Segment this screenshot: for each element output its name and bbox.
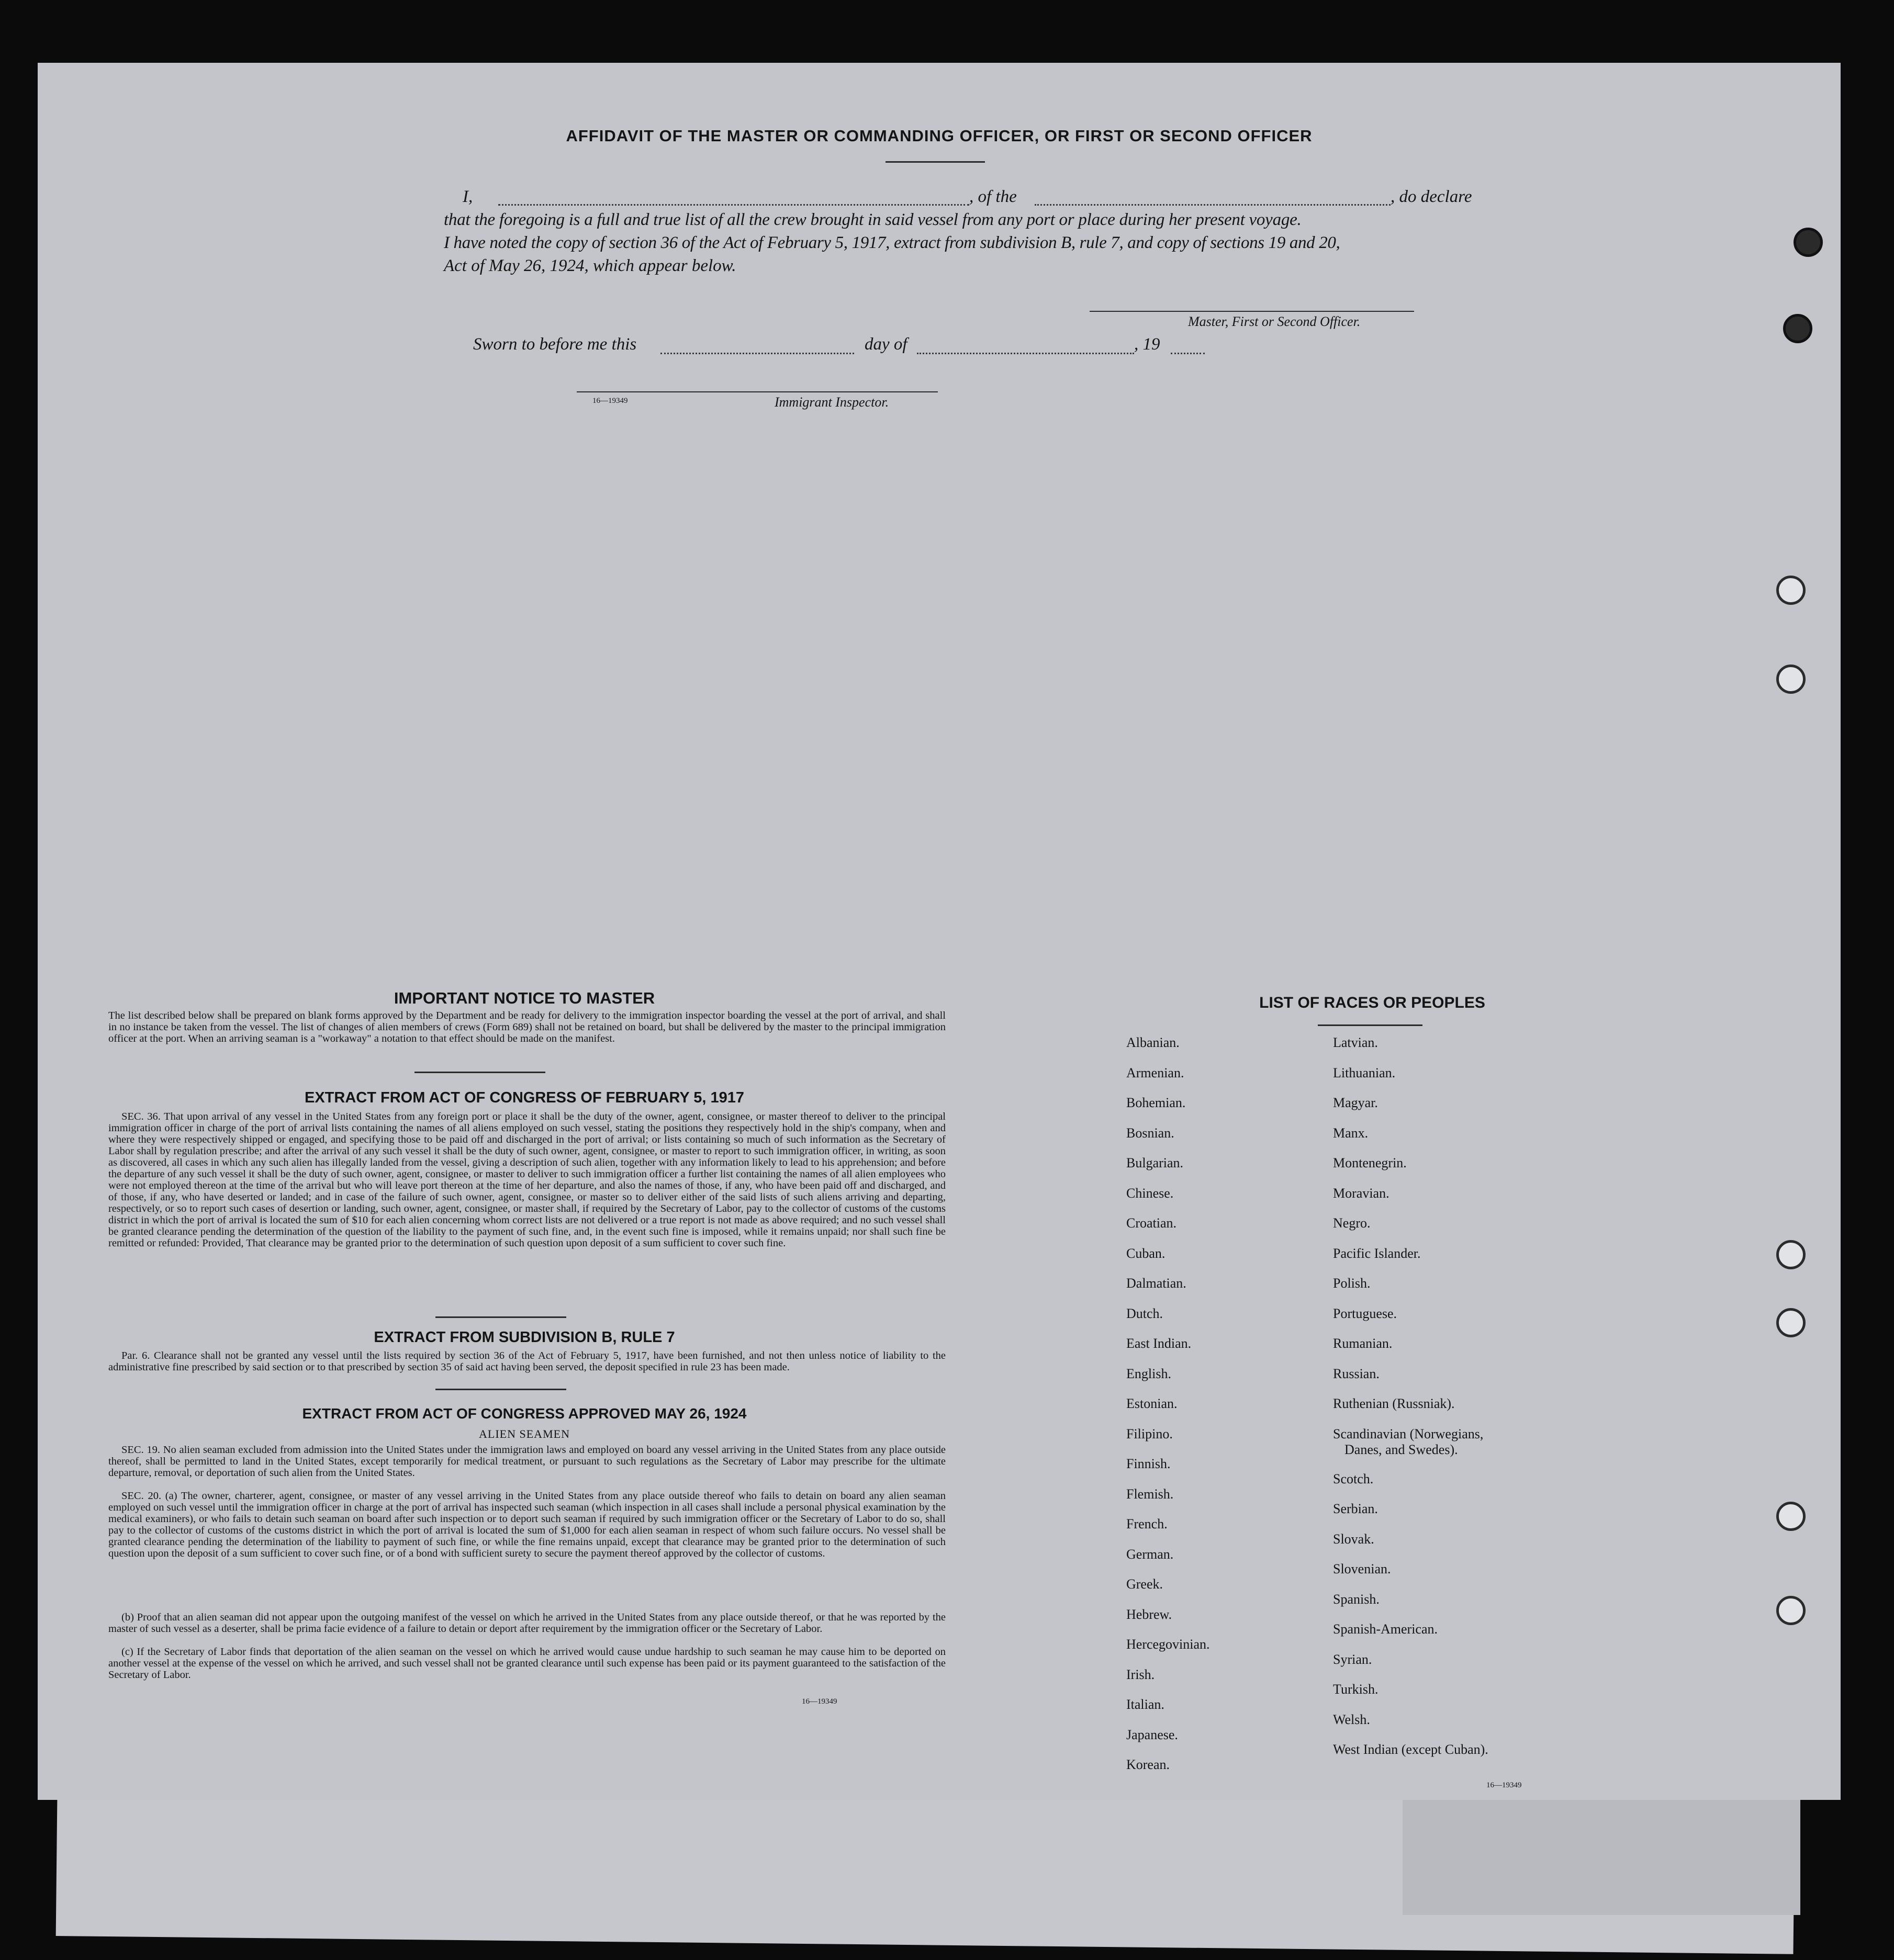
section-divider <box>435 1389 566 1390</box>
race-item: Finnish. <box>1126 1456 1171 1471</box>
signature-line[interactable] <box>1090 311 1414 312</box>
race-item-label: Scandinavian (Norwegians, <box>1333 1426 1484 1441</box>
race-item: Italian. <box>1126 1697 1164 1712</box>
race-item: Russian. <box>1333 1366 1380 1381</box>
race-item: Negro. <box>1333 1215 1371 1231</box>
race-item: Slovak. <box>1333 1531 1374 1547</box>
punch-hole <box>1776 1596 1806 1625</box>
document-page <box>38 63 1841 1800</box>
extract-1924-title: EXTRACT FROM ACT OF CONGRESS APPROVED MAY 26, 1924 <box>302 1405 747 1422</box>
race-item: West Indian (except Cuban). <box>1333 1742 1488 1757</box>
race-item: Hebrew. <box>1126 1606 1172 1622</box>
race-item: Serbian. <box>1333 1501 1378 1516</box>
race-item: Croatian. <box>1126 1215 1177 1231</box>
inspector-signature-line[interactable] <box>577 391 938 392</box>
affidavit-statement-line: Act of May 26, 1924, which appear below. <box>444 256 736 275</box>
race-item: Japanese. <box>1126 1727 1178 1742</box>
race-item: Turkish. <box>1333 1682 1379 1697</box>
race-item: Rumanian. <box>1333 1336 1393 1351</box>
race-item: Ruthenian (Russniak). <box>1333 1396 1455 1411</box>
races-divider <box>1318 1024 1422 1026</box>
inspector-caption: Immigrant Inspector. <box>775 395 889 410</box>
sworn-year-label: , 19 <box>1134 335 1160 354</box>
races-left-column <box>1126 1035 1210 1787</box>
race-item: Scotch. <box>1333 1471 1374 1486</box>
race-item: Filipino. <box>1126 1426 1173 1441</box>
notice-text: The list described below shall be prepared on blank forms approved by the Department and be ready for delivery to the immigration inspector boarding the vessel at the port of arrival, and shall in no instance be taken from the vessel. The list of changes of alien members of crews (Form 689) shall not be retained on board, but shall be delivered by the master to the principal immigration officer at the port. When an arriving seaman is a "workaway" a notation to that effect should be made on the manifest. <box>108 1010 949 1044</box>
form-number: 16—19349 <box>1486 1781 1522 1789</box>
punch-hole <box>1776 1240 1806 1269</box>
race-item: German. <box>1126 1546 1174 1562</box>
race-item: Flemish. <box>1126 1486 1174 1502</box>
race-item: Montenegrin. <box>1333 1155 1407 1170</box>
master-signature-caption: Master, First or Second Officer. <box>1188 314 1361 329</box>
race-item: Moravian. <box>1333 1185 1389 1201</box>
race-item: Pacific Islander. <box>1333 1245 1421 1261</box>
section-divider <box>435 1316 566 1318</box>
extract-1917-text: SEC. 36. That upon arrival of any vessel in the United States from any foreign port or place it shall be the duty of the owner, agent, consignee, or master thereof to deliver to the principal immigration officer in charge of the port of arrival lists containing the names of all aliens employed on such vessel, stating the positions they respectively hold in the ship's company, when and where they were respectively shipped or engaged, and specifying those to be paid off and discharged in the port of arrival; or lists containing so much of such information as the Secretary of Labor shall by regulation prescribe; and after the arrival of any such vessel it shall be the duty of such owner, agent, consignee, or master to report to such immigration officer, in writing, as soon as discovered, all cases in which any such alien has illegally landed from the vessel, giving a description of such alien, together with any information likely to lead to his apprehension; and before the departure of any such vessel it shall be the duty of such owner, agent, consignee, or master to deliver to such immigration officer a further list containing the names of all alien employees who were not employed thereon at the time of the arrival but who will leave port thereon at the time of her departure, and also the names of those, if any, who have been paid off and discharged, and of those, if any, who have deserted or landed; and in case of the failure of such owner, agent, consignee, or master so to deliver either of the said lists of such aliens arriving and departing, respectively, or so to report such cases of desertion or landing, such owner, agent, consignee, or master shall, if required by the Secretary of Labor, pay to the collector of customs of the customs district in which the port of arrival is located the sum of $10 for each alien concerning whom correct lists are not delivered or a true report is not made as above required; and no such vessel shall be granted clearance pending the determination of the question of the liability to the payment of such fine, and, in the event such fine is imposed, while it remains unpaid; nor shall such fine be remitted or refunded: Provided, That clearance may be granted prior to the determination of such question upon deposit of a sum sufficient to cover such fine. <box>108 1111 949 1249</box>
race-item-continuation: Danes, and Swedes). <box>1344 1441 1458 1457</box>
race-item <box>1333 1426 1488 1471</box>
affidavit-declare-label: , do declare <box>1391 187 1472 206</box>
race-item: Bosnian. <box>1126 1125 1174 1141</box>
sworn-day-field[interactable] <box>660 353 854 354</box>
form-number: 16—19349 <box>802 1697 837 1706</box>
form-number: 16—19349 <box>592 397 628 405</box>
race-item: Chinese. <box>1126 1185 1174 1201</box>
extract-rule7-text: Par. 6. Clearance shall not be granted any vessel until the lists required by section 36 of the Act of February 5, 1917, have been furnished, and not then unless notice of liability to the administrative fine prescribed by said section or to that prescribed by section 35 of said act having been served, the deposit specified in rule 23 has been made. <box>108 1350 949 1373</box>
punch-hole <box>1794 228 1823 257</box>
race-item: Greek. <box>1126 1576 1163 1592</box>
race-item: Portuguese. <box>1333 1305 1397 1321</box>
sworn-day-of-label: day of <box>865 335 907 354</box>
alien-seamen-subtitle: ALIEN SEAMEN <box>479 1427 570 1440</box>
race-item: Latvian. <box>1333 1035 1378 1050</box>
race-item: Spanish-American. <box>1333 1621 1438 1637</box>
race-item: French. <box>1126 1516 1168 1531</box>
race-item: Albanian. <box>1126 1035 1180 1050</box>
race-item: Dalmatian. <box>1126 1276 1186 1291</box>
race-item: Cuban. <box>1126 1245 1165 1261</box>
extract-1917-title: EXTRACT FROM ACT OF CONGRESS OF FEBRUARY 5, 1917 <box>304 1089 745 1106</box>
race-item: Korean. <box>1126 1757 1170 1772</box>
affidavit-vessel-label: , of the <box>969 187 1017 206</box>
race-item: East Indian. <box>1126 1336 1192 1351</box>
race-item: Estonian. <box>1126 1396 1178 1411</box>
race-item: Polish. <box>1333 1276 1371 1291</box>
punch-hole <box>1776 576 1806 605</box>
sec19-text: SEC. 19. No alien seaman excluded from admission into the United States under the immigration laws and employed on board any vessel arriving in the United States from any place outside thereof, shall be permitted to land in the United States, except temporarily for medical treatment, or pursuant to such regulations as the Secretary of Labor may prescribe for the ultimate departure, removal, or deportation of such alien from the United States. <box>108 1444 949 1479</box>
race-item: Spanish. <box>1333 1591 1380 1607</box>
notice-title: IMPORTANT NOTICE TO MASTER <box>394 989 655 1007</box>
race-item: Irish. <box>1126 1666 1155 1682</box>
extract-rule7-title: EXTRACT FROM SUBDIVISION B, RULE 7 <box>374 1329 675 1346</box>
affidavit-statement-line: I have noted the copy of section 36 of the Act of February 5, 1917, extract from subdivision B, rule 7, and copy of sections 19 and 20, <box>444 233 1340 252</box>
affidavit-declarant-label: I, <box>463 187 473 206</box>
sworn-label: Sworn to before me this <box>473 335 637 354</box>
sec20c-text: (c) If the Secretary of Labor finds that deportation of the alien seaman on the vessel on which he arrived would cause undue hardship to such seaman he may cause him to be deported on another vessel at the expense of the vessel on which he arrived, and such vessel shall not be granted clearance until such expense has been paid or its payment guaranteed to the satisfaction of the Secretary of Labor. <box>108 1646 949 1681</box>
race-item: Magyar. <box>1333 1095 1378 1110</box>
race-item: Hercegovinian. <box>1126 1637 1210 1652</box>
race-item: Dutch. <box>1126 1305 1163 1321</box>
affidavit-title: AFFIDAVIT OF THE MASTER OR COMMANDING OFFICER, OR FIRST OR SECOND OFFICER <box>566 127 1313 145</box>
declarant-name-field[interactable] <box>498 204 969 206</box>
race-item: English. <box>1126 1366 1171 1381</box>
races-right-column <box>1333 1035 1488 1772</box>
title-divider <box>886 161 985 163</box>
affidavit-statement-line: that the foregoing is a full and true list of all the crew brought in said vessel from any port or place during her present voyage. <box>444 210 1302 229</box>
vessel-name-field[interactable] <box>1035 204 1391 206</box>
punch-hole <box>1783 314 1812 343</box>
race-item: Lithuanian. <box>1333 1065 1396 1080</box>
race-item: Syrian. <box>1333 1651 1372 1667</box>
punch-hole <box>1776 664 1806 694</box>
section-divider <box>414 1072 545 1073</box>
punch-hole <box>1776 1308 1806 1337</box>
sec20a-text: SEC. 20. (a) The owner, charterer, agent, consignee, or master of any vessel arriving in the United States from any place outside thereof who fails to detain on board any alien seaman employed on such vessel until the immigration officer in charge at the port of arrival has inspected such seaman (which inspection in all cases shall include a personal physical examination by the medical examiners), or who fails to detain such seaman on board after such inspection or to deport such seaman if required by such immigration officer or the Secretary of Labor to do so, shall pay to the collector of customs of the customs district in which the port of arrival is located the sum of $1,000 for each alien seaman in respect of whom such failure occurs. No vessel shall be granted clearance pending the determination of the liability to payment of such fine, or while the fine remains unpaid, except that clearance may be granted prior to the determination of such question upon the deposit of a sum sufficient to cover such fine, or of a bond with sufficient surety to secure the payment thereof approved by the collector of customs. <box>108 1490 949 1559</box>
race-item: Armenian. <box>1126 1065 1184 1080</box>
sec20b-text: (b) Proof that an alien seaman did not appear upon the outgoing manifest of the vessel on which he arrived in the United States from any place outside thereof, or that he was reported by the master of such vessel as a deserter, shall be prima facie evidence of a failure to detain or deport after requirement by the immigration officer or the Secretary of Labor. <box>108 1612 949 1635</box>
races-title: LIST OF RACES OR PEOPLES <box>1259 994 1485 1011</box>
race-item: Bohemian. <box>1126 1095 1186 1110</box>
race-item: Bulgarian. <box>1126 1155 1184 1170</box>
punch-hole <box>1776 1502 1806 1531</box>
race-item: Manx. <box>1333 1125 1369 1141</box>
sworn-month-field[interactable] <box>917 353 1134 354</box>
race-item: Slovenian. <box>1333 1561 1391 1576</box>
race-item: Welsh. <box>1333 1711 1370 1727</box>
sworn-year-field[interactable] <box>1171 353 1205 354</box>
